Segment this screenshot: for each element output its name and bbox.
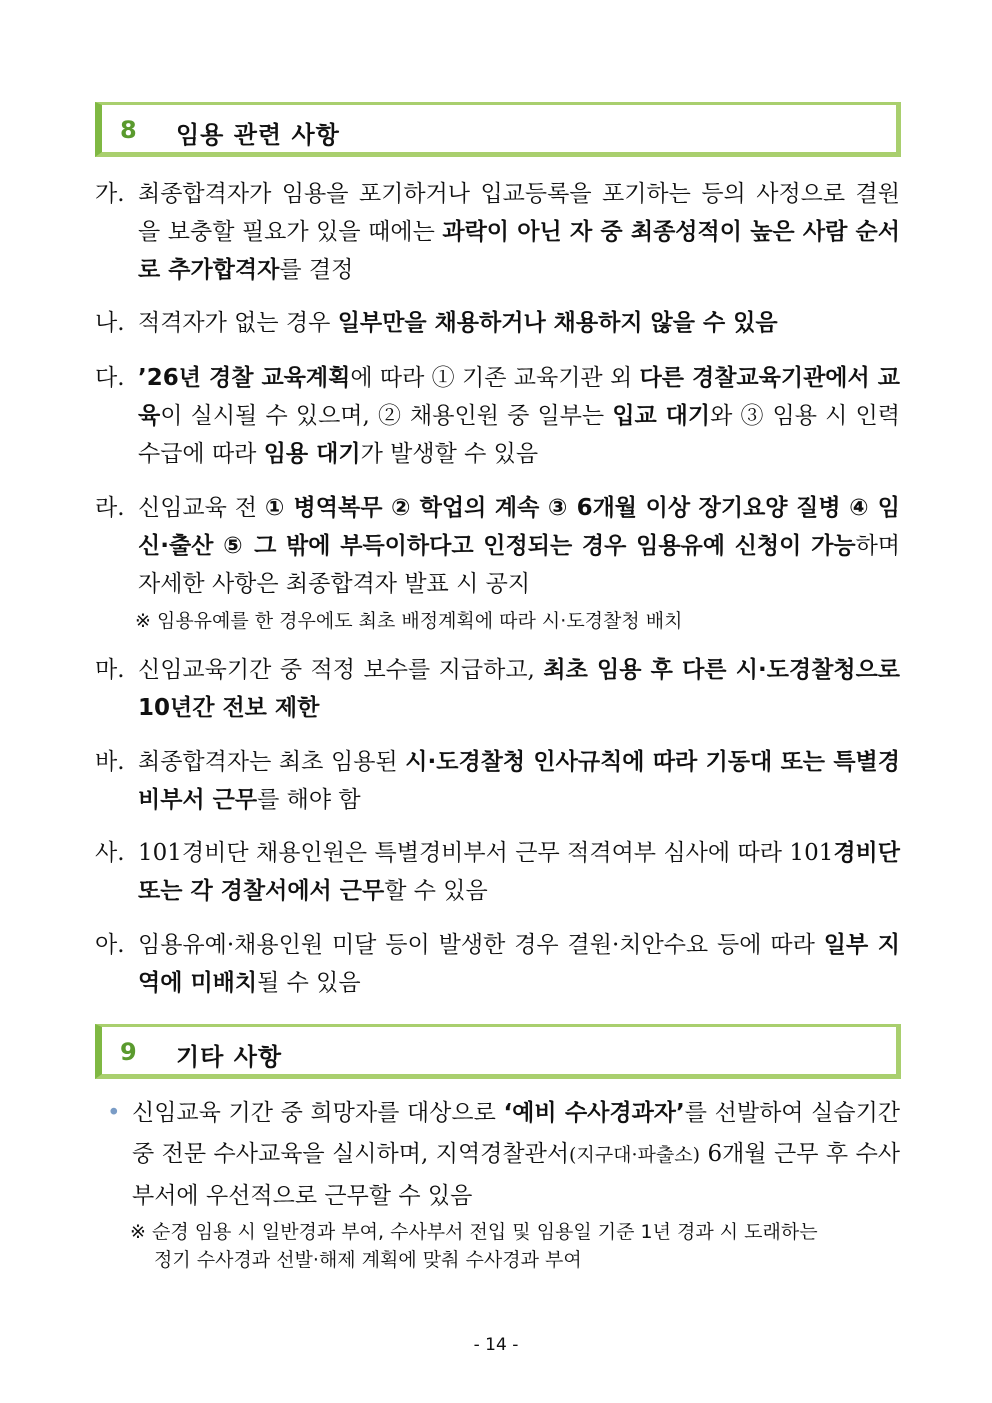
bullet-icon: • <box>107 1100 121 1126</box>
section-number: 8 <box>120 116 137 144</box>
section-8-header <box>95 102 901 157</box>
list-item: 다. ’26년 경찰 교육계획에 따라 ① 기존 교육기관 외 다른 경찰교육기관에서 교육이 실시될 수 있으며, ② 채용인원 중 일부는 입교 대기와 ③ 임용 시 인력 수급에 따라 임용 대기가 발생할 수 있음 <box>95 359 900 473</box>
section-9-header <box>95 1024 901 1079</box>
list-item: 라. 신임교육 전 ① 병역복무 ② 학업의 계속 ③ 6개월 이상 장기요양 질병 ④ 임신·출산 ⑤ 그 밖에 부득이하다고 인정되는 경우 임용유예 신청이 가능하며 자세한 사항은 최종합격자 발표 시 공지 <box>95 489 900 603</box>
note-line: ※ 순경 임용 시 일반경과 부여, 수사부서 전입 및 임용일 기준 1년 경과 시 도래하는 <box>130 1221 818 1243</box>
list-item: 가. 최종합격자가 임용을 포기하거나 입교등록을 포기하는 등의 사정으로 결원을 보충할 필요가 있을 때에는 과락이 아닌 자 중 최종성적이 높은 사람 순서로 추가합격자를 결정 <box>95 175 900 289</box>
item-marker: 마. <box>95 657 125 683</box>
item-marker: 가. <box>95 181 125 207</box>
list-item: 사. 101경비단 채용인원은 특별경비부서 근무 적격여부 심사에 따라 101경비단 또는 각 경찰서에서 근무할 수 있음 <box>95 834 900 910</box>
item-marker: 다. <box>95 365 125 391</box>
list-item: 바. 최종합격자는 최초 임용된 시·도경찰청 인사규칙에 따라 기동대 또는 특별경비부서 근무를 해야 함 <box>95 743 900 819</box>
list-item: 마. 신임교육기간 중 적정 보수를 지급하고, 최초 임용 후 다른 시·도경찰청으로 10년간 전보 제한 <box>95 651 900 727</box>
list-item: 나. 적격자가 없는 경우 일부만을 채용하거나 채용하지 않을 수 있음 <box>95 304 900 342</box>
list-item: • 신임교육 기간 중 희망자를 대상으로 ‘예비 수사경과자’를 선발하여 실습기간 중 전문 수사교육을 실시하며, 지역경찰관서(지구대·파출소) 6개월 근무 후 수사부서에 우선적으로 근무할 수 있음 <box>95 1093 900 1217</box>
section-title: 기타 사항 <box>176 1043 283 1071</box>
list-item: 아. 임용유예·채용인원 미달 등이 발생한 경우 결원·치안수요 등에 따라 일부 지역에 미배치될 수 있음 <box>95 926 900 1002</box>
page-number: - 14 - <box>473 1335 519 1355</box>
section-title: 임용 관련 사항 <box>176 121 340 149</box>
item-marker: 라. <box>95 495 125 521</box>
section-number: 9 <box>120 1038 137 1066</box>
item-marker: 바. <box>95 749 125 775</box>
item-marker: 아. <box>95 932 125 958</box>
note: ※ 임용유예를 한 경우에도 최초 배정계획에 따라 시·도경찰청 배치 <box>135 610 683 632</box>
item-marker: 나. <box>95 310 125 336</box>
item-marker: 사. <box>95 840 125 866</box>
note-line: 정기 수사경과 선발·해제 계획에 맞춰 수사경과 부여 <box>154 1249 582 1271</box>
note <box>130 1218 905 1274</box>
